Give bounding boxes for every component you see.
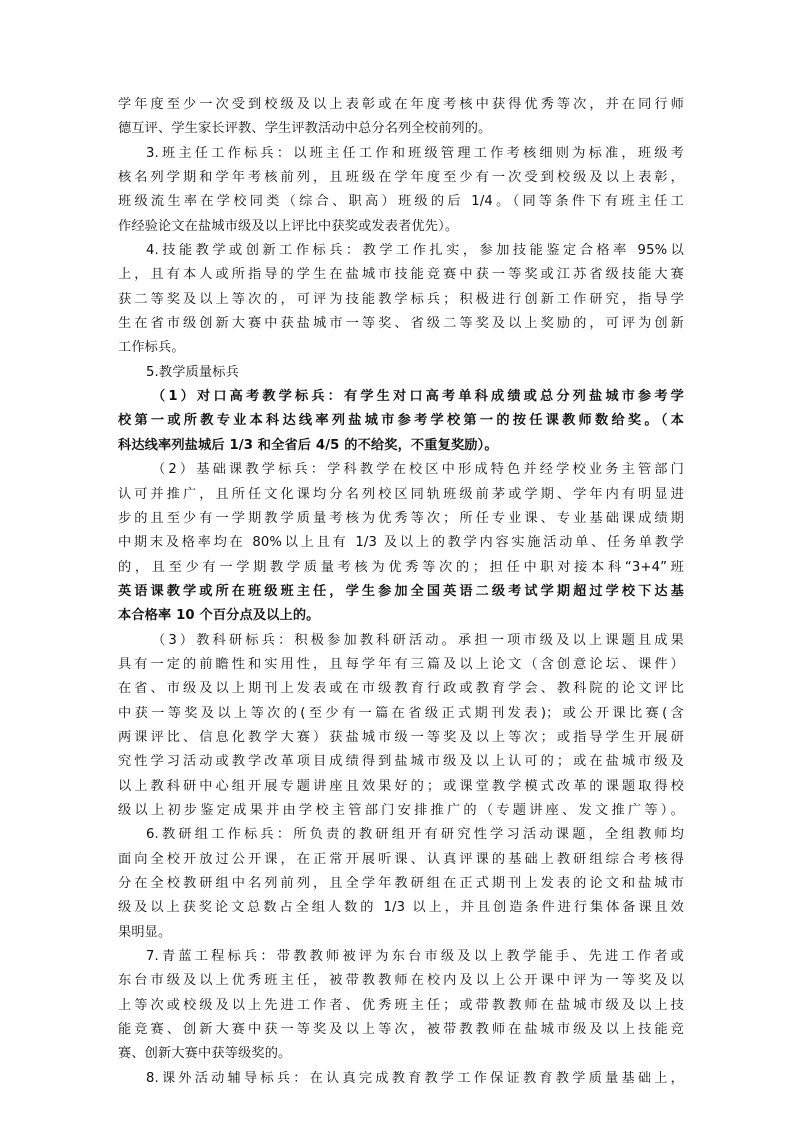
- text-line: 科达线率列盐城后 1/3 和全省后 4/5 的不给奖，不重复奖励）。: [118, 437, 498, 453]
- text-line: 7.青蓝工程标兵：带教教师被评为东台市级及以上教学能手、先进工作者或: [146, 949, 684, 965]
- text-line: （2）基础课教学标兵：学科教学在校区中形成特色并经学校业务主管部门: [152, 462, 684, 478]
- text-line: 级及以上获奖论文总数占全组人数的 1/3 以上，并且创造条件进行集体备课且效: [118, 900, 684, 916]
- text-line: 步的且至少有一学期教学质量考核为优秀等次；所任专业课、专业基础课成绩期: [118, 510, 684, 526]
- text-line: 本合格率 10 个百分点及以上的。: [118, 608, 320, 624]
- text-line: 核名列学期和学年考核前列，且班级在学年度至少有一次受到校级及以上表彰，: [118, 170, 684, 186]
- text-line: 8.课外活动辅导标兵：在认真完成教育教学工作保证教育教学质量基础上，: [146, 1070, 684, 1086]
- text-line: 赛、创新大赛中获等级奖的。: [118, 1046, 292, 1062]
- text-line: 两课评比、信息化教学大赛）获盐城市级一等奖及以上等次；或指导学生开展研: [118, 729, 684, 745]
- text-line: 校第一或所教专业本科达线率列盐城市参考学校第一的按任课教师数给奖。（本: [118, 413, 684, 429]
- document-body: [118, 93, 684, 1091]
- text-line: 德互评、学生家长评教、学生评教活动中总分名列全校前列的。: [118, 121, 492, 137]
- text-line: 获二等奖及以上等次的，可评为技能教学标兵；积极进行创新工作研究，指导学: [118, 291, 684, 307]
- text-line: 英语课教学或所在班级班主任，学生参加全国英语二级考试学期超过学校下达基: [118, 583, 684, 599]
- text-line: 的，且至少有一学期教学质量考核为优秀等次的；担任中职对接本科“3+4”班: [118, 559, 684, 575]
- text-line: 具有一定的前瞻性和实用性，且每学年有三篇及以上论文（含创意论坛、课件）: [118, 656, 684, 672]
- text-line: 作经验论文在盐城市级及以上评比中获奖或发表者优先）。: [118, 218, 459, 234]
- text-line: 东台市级及以上优秀班主任，被带教教师在校内及以上公开课中评为一等奖及以: [118, 973, 684, 989]
- text-line: 工作标兵。: [118, 340, 185, 356]
- text-line: 班级流生率在学校同类（综合、职高）班级的后 1/4。（同等条件下有班主任工: [118, 194, 684, 210]
- text-line: 学年度至少一次受到校级及以上表彰或在年度考核中获得优秀等次，并在同行师: [118, 97, 684, 112]
- text-line: 分在全校教研组中名列前列，且全学年教研组在正式期刊上发表的论文和盐城市: [118, 876, 684, 891]
- text-line: 3.班主任工作标兵：以班主任工作和班级管理工作考核细则为标准，班级考: [146, 145, 684, 161]
- text-line: 中获一等奖及以上等次的(至少有一篇在省级正式期刊发表)；或公开课比赛(含: [118, 705, 684, 721]
- text-line: （1）对口高考教学标兵：有学生对口高考单科成绩或总分列盐城市参考学: [152, 389, 684, 405]
- text-line: 在省、市级及以上期刊上发表或在市级教育行政或教育学会、教科院的论文评比: [118, 681, 684, 697]
- text-line: 生在省市级创新大赛中获盐城市一等奖、省级二等奖及以上奖励的，可评为创新: [118, 316, 684, 332]
- text-line: 究性学习活动或教学改革项目成绩得到盐城市级及以上认可的；或在盐城市级及: [118, 754, 684, 770]
- text-line: 能竞赛、创新大赛中获一等奖及以上等次，被带教教师在盐城市级及以上技能竞: [118, 1022, 684, 1038]
- text-line: （3）教科研标兵：积极参加教科研活动。承担一项市级及以上课题且成果: [152, 632, 684, 648]
- text-line: 面向全校开放过公开课，在正常开展听课、认真评课的基础上教研组综合考核得: [118, 851, 684, 867]
- text-line: 以上教科研中心组开展专题讲座且效果好的；或课堂教学模式改革的课题取得校: [118, 778, 684, 794]
- text-line: 认可并推广，且所任文化课均分名列校区同轨班级前茅或学期、学年内有明显进: [118, 486, 684, 502]
- text-line: 6.教研组工作标兵：所负责的教研组开有研究性学习活动课题，全组教师均: [146, 827, 684, 843]
- text-line: 果明显。: [118, 924, 172, 940]
- text-line: 上，且有本人或所指导的学生在盐城市技能竞赛中获一等奖或江苏省级技能大赛: [118, 267, 684, 283]
- text-line: 4.技能教学或创新工作标兵：教学工作扎实，参加技能鉴定合格率 95%以: [146, 243, 684, 259]
- text-line: 5.教学质量标兵: [146, 364, 239, 380]
- text-line: 上等次或校级及以上先进工作者、优秀班主任；或带教教师在盐城市级及以上技: [118, 997, 684, 1013]
- text-line: 级以上初步鉴定成果并由学校主管部门安排推广的（专题讲座、发文推广等）。: [118, 802, 684, 818]
- text-line: 中期末及格率均在 80%以上且有 1/3 及以上的教学内容实施活动单、任务单教学: [118, 535, 684, 551]
